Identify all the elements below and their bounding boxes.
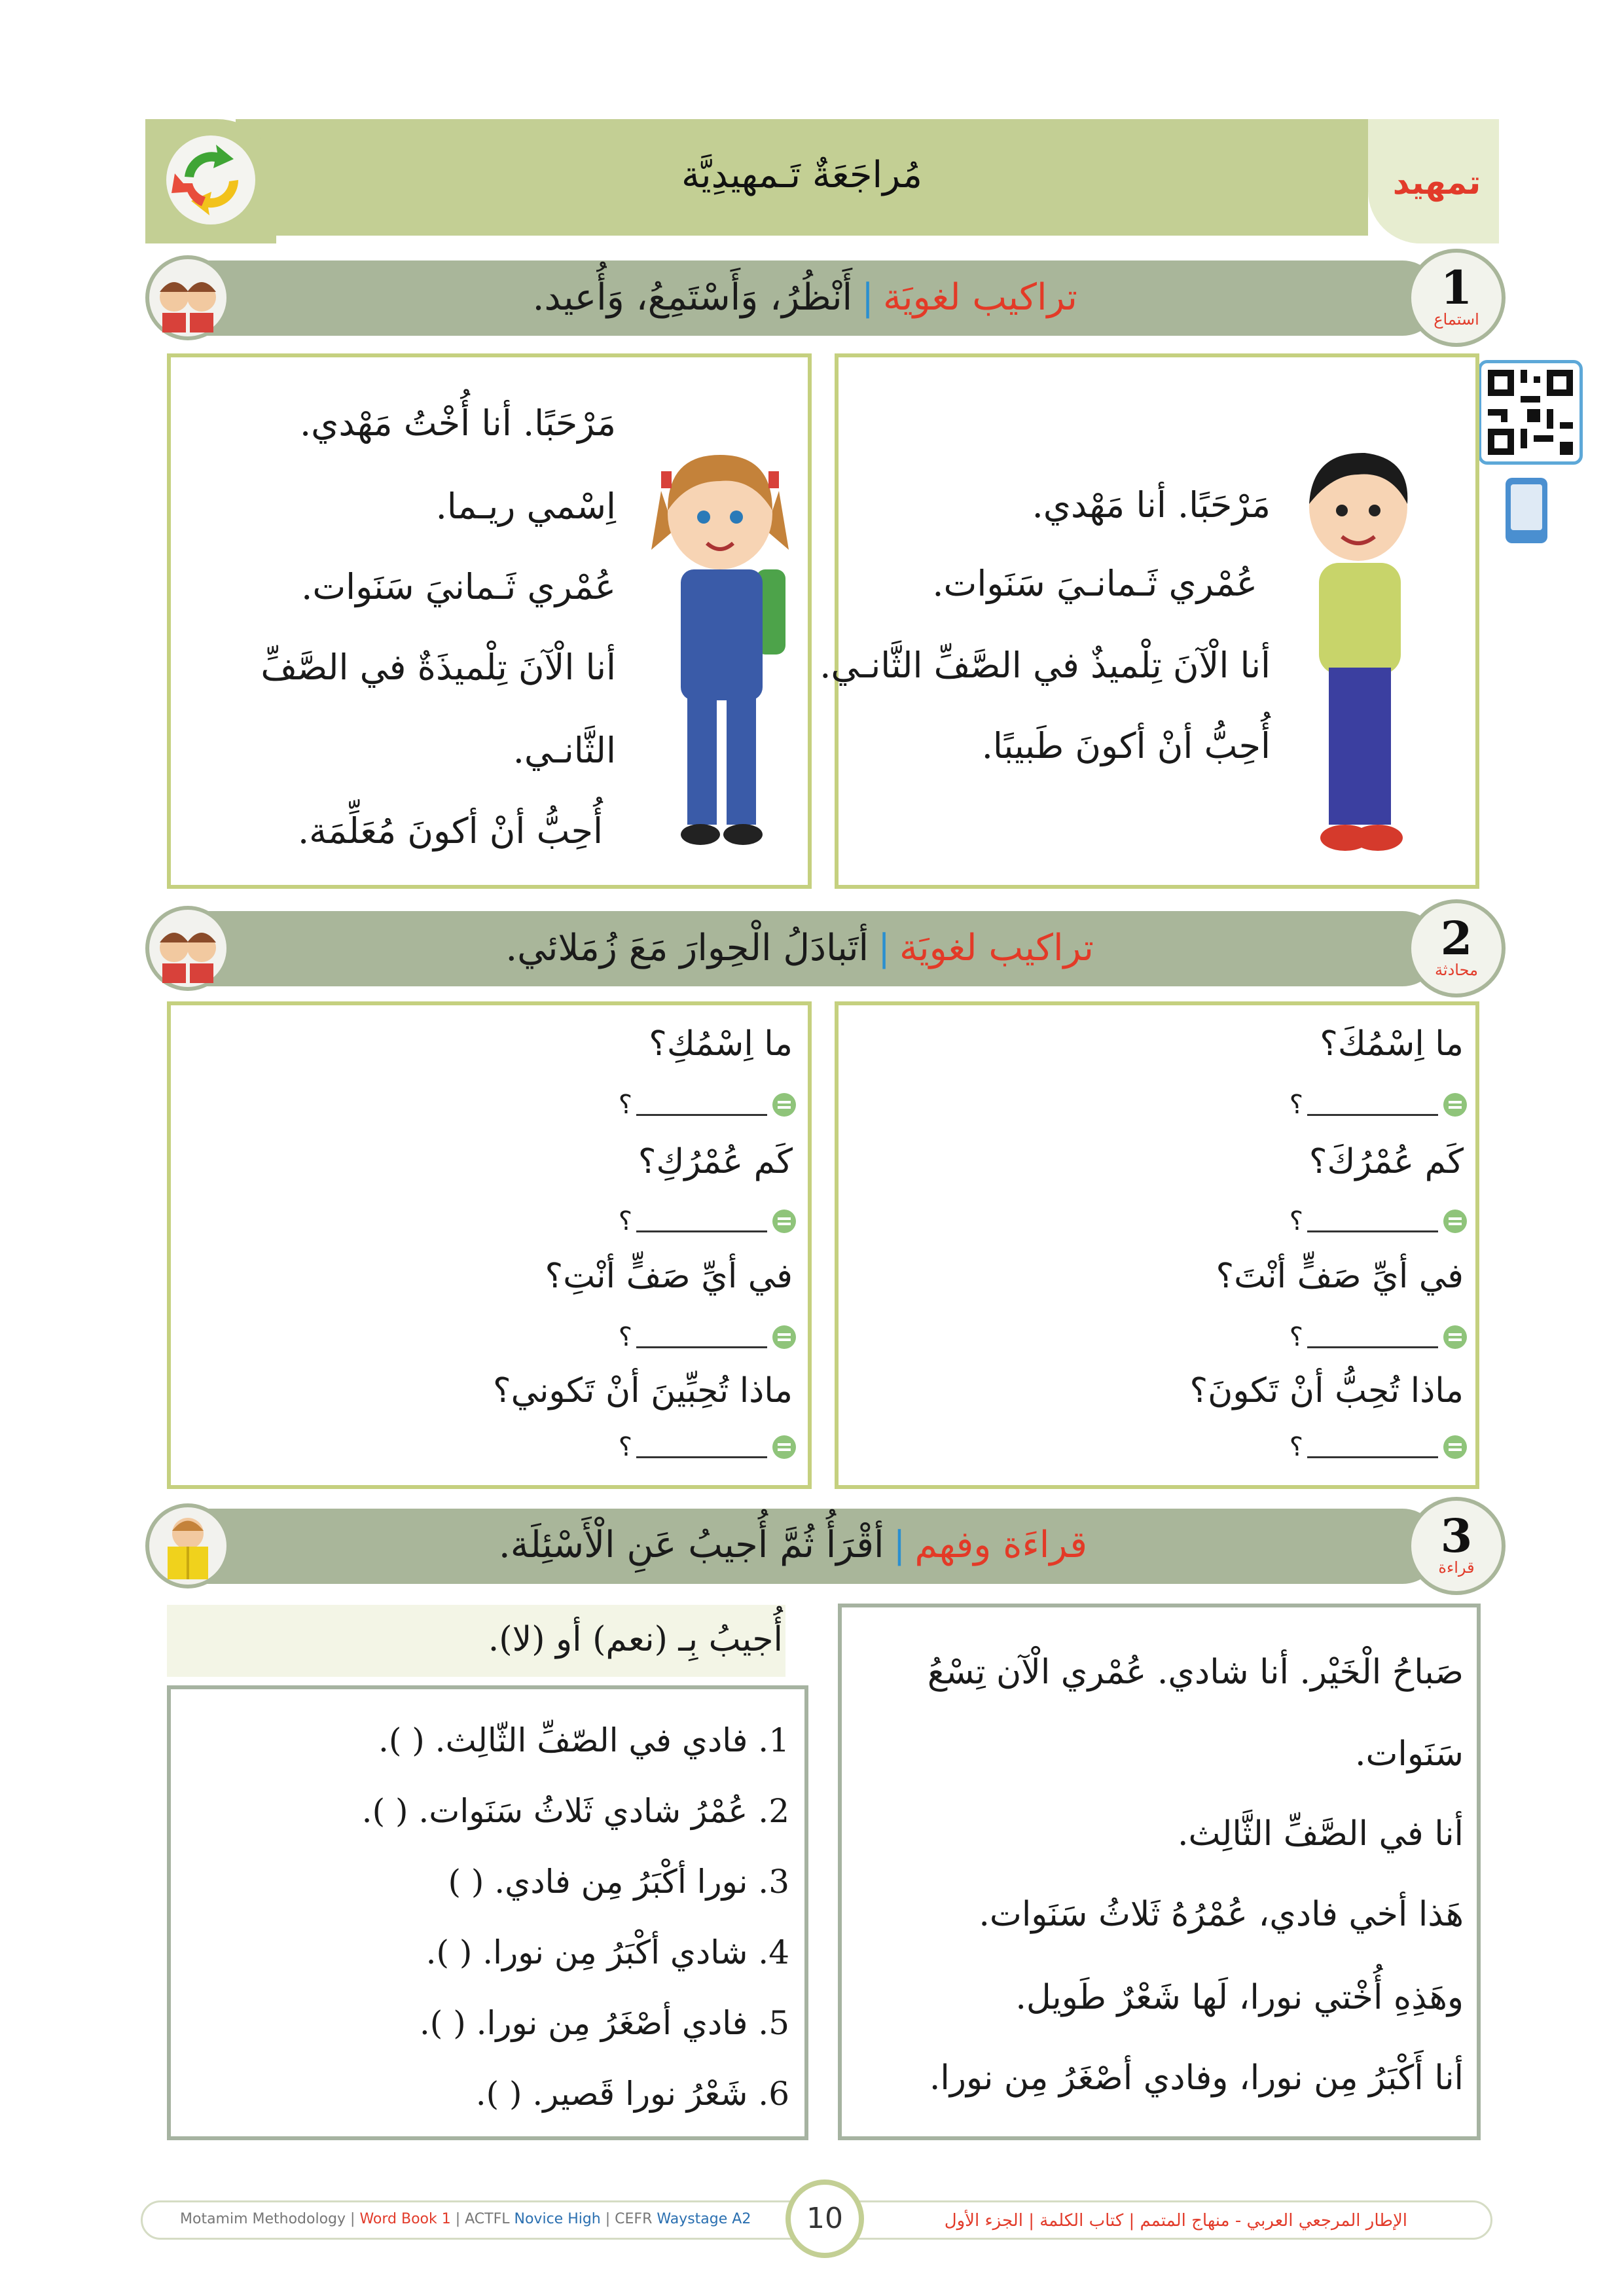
answer-line[interactable]: ؟ — [1290, 1090, 1467, 1120]
footer-left-text: Motamim Methodology | Word Book 1 | ACTFL Novice High | CEFR Waystage A2 — [180, 2211, 751, 2227]
girl-question: كَم عُمْرُكِ؟ — [638, 1142, 793, 1181]
section2-number: 2 — [1440, 911, 1473, 965]
section3-number-badge — [1407, 1497, 1506, 1595]
answer-line[interactable]: ؟ — [1290, 1322, 1467, 1352]
listening-kids-icon — [145, 255, 230, 340]
speech-icon — [772, 1210, 796, 1233]
boy-illustration — [1293, 445, 1424, 864]
section2-instruction: أتَبادَلُ الْحِوارَ مَعَ زُمَلائي. — [505, 927, 869, 969]
section1-category: تراكيب لغويَة — [882, 276, 1077, 319]
section1-skill: استماع — [1434, 310, 1479, 329]
girl-line: مَرْحَبًا. أنا أُخْتُ مَهْدي. — [300, 403, 616, 444]
footer-right-text: الإطار المرجعي العربي - منهاج المتمم | كتاب الكلمة | الجزء الأول — [944, 2211, 1407, 2231]
speech-icon — [1443, 1325, 1467, 1349]
girl-line: أنا الْآنَ تِلْميذَةٌ في الصَّفِّ — [261, 647, 616, 688]
reading-kid-icon — [145, 1503, 230, 1588]
speech-icon — [772, 1093, 796, 1117]
boy-dialogue-box — [835, 1001, 1479, 1489]
section3-category: قراءَة وفهم — [914, 1524, 1087, 1566]
statement-item[interactable]: 5. فادي أصْغَرُ مِن نورا. ( ). — [419, 2004, 789, 2042]
section2-skill: محادثة — [1435, 961, 1478, 979]
phone-scan-icon — [1506, 478, 1547, 543]
section1-heading: تراكيب لغويَة|أَنْظُرُ، وَأَسْتَمِعُ، وَأُعيد. — [532, 276, 1077, 319]
passage-line: هَذا أخي فادي، عُمْرُهُ ثَلاثُ سَنَوات. — [979, 1895, 1464, 1934]
speech-icon — [1443, 1093, 1467, 1117]
girl-question: ماذا تُحِبِّينَ أنْ تَكوني؟ — [493, 1371, 793, 1410]
answer-line[interactable]: ؟ — [619, 1322, 796, 1352]
section2-category: تراكيب لغويَة — [899, 927, 1094, 969]
section3-skill: قراءة — [1438, 1558, 1475, 1577]
statement-item[interactable]: 1. فادي في الصّفِّ الثّالِث. ( ). — [378, 1721, 789, 1759]
speech-icon — [772, 1435, 796, 1459]
boy-line: أنا الْآنَ تِلْميذٌ في الصَّفِّ الثَّانـي. — [820, 645, 1271, 686]
passage-line: صَباحُ الْخَيْر. أنا شادي. عُمْري الْآن تِسْعُ — [927, 1653, 1464, 1692]
girl-line: أُحِبُّ أنْ أكونَ مُعَلِّمَة. — [297, 810, 603, 852]
girl-illustration — [648, 445, 792, 864]
answer-line[interactable]: ؟ — [1290, 1206, 1467, 1236]
statement-item[interactable]: 2. عُمْرُ شادي ثَلاثُ سَنَوات. ( ). — [361, 1792, 789, 1830]
girl-dialogue-box — [167, 1001, 812, 1489]
section2-heading: تراكيب لغويَة|أتَبادَلُ الْحِوارَ مَعَ زُمَلائي. — [505, 927, 1094, 969]
section3-heading: قراءَة وفهم|أقْرَأُ ثُمَّ أُجيبُ عَنِ الْأَسْئِلَة. — [498, 1524, 1087, 1566]
passage-line: وهَذِهِ أُخْتي نورا، لَها شَعْرٌ طَويل. — [1015, 1978, 1464, 2017]
page-number: 10 — [785, 2179, 864, 2258]
answer-line[interactable]: ؟ — [619, 1432, 796, 1462]
boy-line: عُمْري ثَـمانـيَ سَنَوات. — [932, 563, 1257, 604]
boy-question: ما اِسْمُكَ؟ — [1320, 1024, 1464, 1064]
answer-line[interactable]: ؟ — [619, 1206, 796, 1236]
speech-icon — [1443, 1435, 1467, 1459]
section1-number-badge — [1407, 249, 1506, 347]
header-tag: تمهيد — [1392, 164, 1481, 202]
answer-line[interactable]: ؟ — [1290, 1432, 1467, 1462]
boy-question: كَم عُمْرُكَ؟ — [1308, 1142, 1464, 1181]
answer-line[interactable]: ؟ — [619, 1090, 796, 1120]
statement-item[interactable]: 6. شَعْرُ نورا قَصير. ( ). — [475, 2075, 789, 2113]
girl-line: عُمْري ثَـمانيَ سَنَوات. — [301, 566, 616, 607]
passage-line: أنا في الصَّفِّ الثَّالِث. — [1177, 1814, 1464, 1854]
review-cycle-icon — [145, 128, 276, 232]
section1-number: 1 — [1440, 260, 1473, 315]
statement-item[interactable]: 4. شادي أكْبَرُ مِن نورا. ( ). — [425, 1933, 789, 1971]
section3-instruction: أقْرَأُ ثُمَّ أُجيبُ عَنِ الْأَسْئِلَة. — [498, 1524, 884, 1566]
talking-kids-icon — [145, 906, 230, 991]
section2-number-badge — [1407, 899, 1506, 997]
qr-code[interactable] — [1478, 360, 1583, 465]
boy-line: أُحِبُّ أنْ أكونَ طَبيبًا. — [981, 725, 1271, 766]
statement-item[interactable]: 3. نورا أكْبَرُ مِن فادي. ( ) — [448, 1863, 789, 1901]
passage-line: أنا أَكْبَرُ مِن نورا، وفادي أصْغَرُ مِن نورا. — [929, 2058, 1464, 2098]
speech-icon — [1443, 1210, 1467, 1233]
girl-question: ما اِسْمُكِ؟ — [649, 1024, 793, 1064]
boy-question: في أيِّ صَفٍّ أنْتَ؟ — [1216, 1257, 1464, 1296]
speech-icon — [772, 1325, 796, 1349]
girl-question: في أيِّ صَفٍّ أنْتِ؟ — [545, 1257, 793, 1296]
boy-line: مَرْحَبًا. أنا مَهْدي. — [1032, 484, 1271, 526]
section1-instruction: أَنْظُرُ، وَأَسْتَمِعُ، وَأُعيد. — [532, 276, 853, 319]
girl-line: اِسْمي ريـما. — [435, 486, 616, 527]
boy-question: ماذا تُحِبُّ أنْ تَكونَ؟ — [1189, 1371, 1464, 1410]
page-title: مُراجَعَةٌ تَـمهيدِيَّة — [681, 154, 922, 196]
girl-line: الثَّانـي. — [513, 730, 616, 771]
answer-instruction: أُجيبُ بِـ (نعم) أو (لا). — [488, 1620, 783, 1659]
section3-number: 3 — [1440, 1509, 1473, 1563]
passage-line: سَنَوات. — [1354, 1734, 1464, 1774]
